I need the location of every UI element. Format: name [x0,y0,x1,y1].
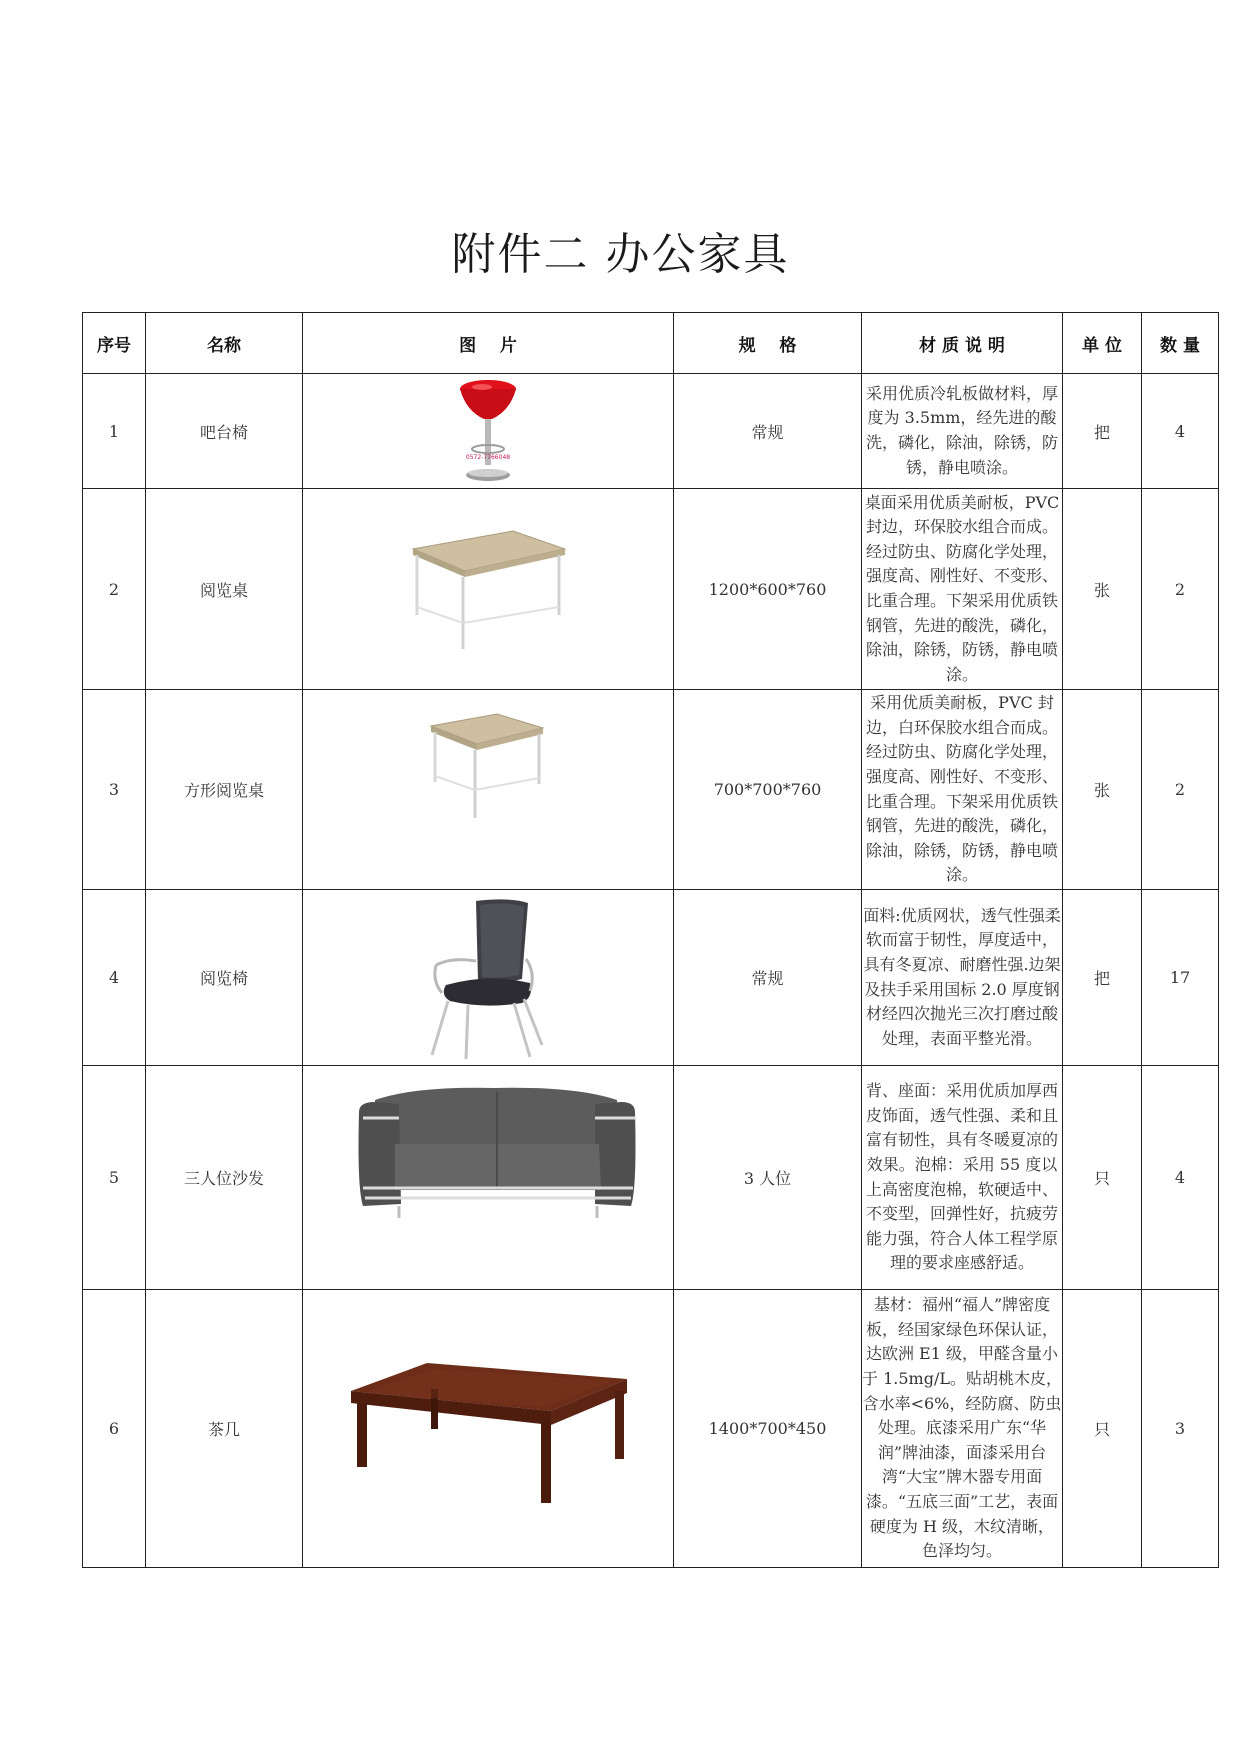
row-picture [303,374,674,489]
col-header-material: 材 质 说 明 [862,313,1063,374]
row-num: 5 [83,1066,146,1290]
row-material: 采用优质美耐板，PVC 封边，白环保胶水组合而成。经过防虫、防腐化学处理，强度高、刚性好、不变形、比重合理。下架采用优质铁钢管，先进的酸洗，磷化，除油，除锈，防锈，静电喷涂。 [862,690,1063,890]
col-header-unit: 单 位 [1063,313,1142,374]
row-unit: 把 [1063,890,1142,1066]
red-bar-stool-icon [438,375,538,487]
row-qty: 3 [1142,1290,1219,1568]
row-num: 3 [83,690,146,890]
row-spec: 常规 [674,374,862,489]
row-name: 三人位沙发 [146,1066,303,1290]
row-qty: 4 [1142,374,1219,489]
row-material: 面料:优质网状，透气性强柔软而富于韧性，厚度适中，具有冬夏凉、耐磨性强.边架及扶手采用国标 2.0 厚度钢材经四次抛光三次打磨过酸处理，表面平整光滑。 [862,890,1063,1066]
row-unit: 张 [1063,690,1142,890]
row-picture [303,1290,674,1568]
row-num: 1 [83,374,146,489]
col-header-picture: 图 片 [303,313,674,374]
row-unit: 只 [1063,1290,1142,1568]
row-name: 阅览椅 [146,890,303,1066]
row-qty: 17 [1142,890,1219,1066]
row-name: 阅览桌 [146,489,303,690]
wooden-coffee-table-icon [343,1349,633,1509]
header-row [83,313,1219,374]
row-qty: 2 [1142,489,1219,690]
row-num: 2 [83,489,146,690]
row-num: 4 [83,890,146,1066]
col-header-spec: 规 格 [674,313,862,374]
col-header-name: 名称 [146,313,303,374]
col-header-num: 序号 [83,313,146,374]
row-material: 背、座面：采用优质加厚西皮饰面，透气性强、柔和且富有韧性，具有冬暖夏凉的效果。泡棉：采用 55 度以上高密度泡棉，软硬适中、不变型，回弹性好，抗疲劳能力强，符合人体工程学原理的要求座感舒适。 [862,1066,1063,1290]
stool-phone-text: 0572-7766048 [465,454,511,461]
row-picture [303,890,674,1066]
row-spec: 700*700*760 [674,690,862,890]
row-name: 茶几 [146,1290,303,1568]
row-qty: 4 [1142,1066,1219,1290]
row-num: 6 [83,1290,146,1568]
row-picture [303,489,674,690]
row-picture [303,690,674,890]
row-picture [303,1066,674,1290]
row-spec: 3 人位 [674,1066,862,1290]
table-row [83,1066,1219,1290]
row-spec: 1200*600*760 [674,489,862,690]
row-unit: 只 [1063,1066,1142,1290]
row-unit: 把 [1063,374,1142,489]
row-name: 吧台椅 [146,374,303,489]
row-spec: 1400*700*450 [674,1290,862,1568]
row-material: 桌面采用优质美耐板，PVC 封边，环保胶水组合而成。经过防虫、防腐化学处理，强度高、刚性好、不变形、比重合理。下架采用优质铁钢管，先进的酸洗，磷化，除油，除锈，防锈，静电喷涂。 [862,489,1063,690]
row-qty: 2 [1142,690,1219,890]
table-row [83,690,1219,890]
row-unit: 张 [1063,489,1142,690]
furniture-table [82,312,1219,1568]
mesh-arm-chair-icon [418,895,558,1060]
table-row [83,1290,1219,1568]
table-row [83,489,1219,690]
table-row [83,890,1219,1066]
row-material: 基材：福州“福人”牌密度板，经国家绿色环保认证，达欧洲 E1 级，甲醛含量小于 1.5mg/L。贴胡桃木皮，含水率<6%，经防腐、防虫处理。底漆采用广东“华润”牌油漆，面漆采用台湾“大宝”牌木器专用面漆。“五底三面”工艺，表面硬度为 H 级，木纹清晰，色泽均匀。 [862,1290,1063,1568]
table-row [83,374,1219,489]
square-reading-table-icon [423,706,553,826]
reading-table-icon [403,519,573,659]
row-spec: 常规 [674,890,862,1066]
row-material: 采用优质冷轧板做材料，厚度为 3.5mm，经先进的酸洗，磷化，除油，除锈，防锈，静电喷涂。 [862,374,1063,489]
col-header-qty: 数 量 [1142,313,1219,374]
three-seat-sofa-icon [355,1078,645,1228]
document-title: 附件二 办公家具 [451,229,790,280]
row-name: 方形阅览桌 [146,690,303,890]
